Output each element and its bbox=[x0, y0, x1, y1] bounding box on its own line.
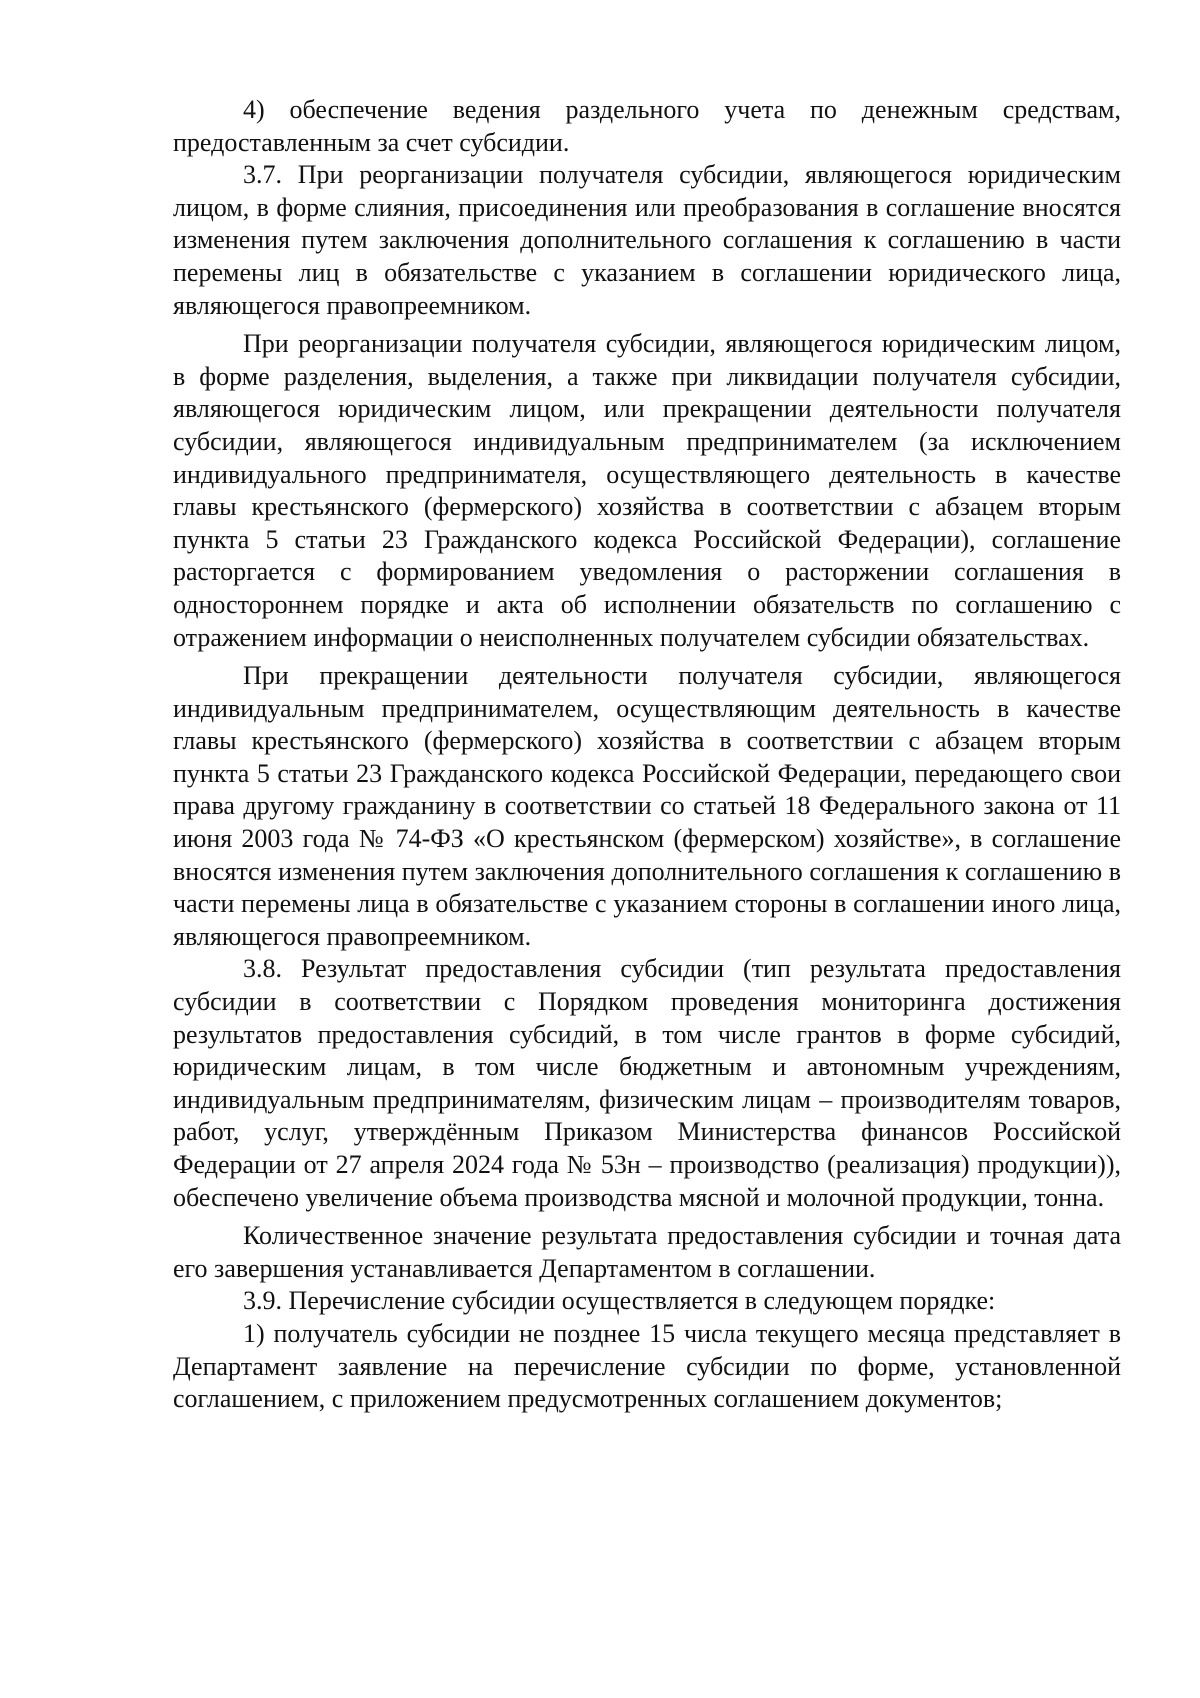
paragraph-3-9: 3.9. Перечисление субсидии осуществляется в следующем порядке: bbox=[243, 1286, 996, 1316]
paragraph-3-8: 3.8. Результат предоставления субсидии (тип результата предоставления субсидии в соответствии с Порядком проведения мониторинга достижения результатов предоставления субсидий, в том числе грантов в форме субсидий, юридическим лицам, в том числе бюджетным и автономным учреждениям, индивидуальным предпринимателям, физическим лицам – производителям товаров, работ, услуг, утверждённым Приказом Министерства финансов Российской Федерации от 27 апреля 2024 года № 53н – производство (реализация) продукции)), обеспечено увеличение объема производства мясной и молочной продукции, тонна. bbox=[173, 954, 1121, 1212]
paragraph-item-4: 4) обеспечение ведения раздельного учета по денежным средствам, предоставленным за счет субсидии. bbox=[173, 95, 1121, 157]
document-page bbox=[173, 94, 1121, 1416]
paragraph-farm-head-termination: При прекращении деятельности получателя субсидии, являющегося индивидуальным предпринимателем, осуществляющим деятельность в качестве главы крестьянского (фермерского) хозяйства в соответствии с абзацем вторым пункта 5 статьи 23 Гражданского кодекса Российской Федерации, передающего свои права другому гражданину в соответствии со статьей 18 Федерального закона от 11 июня 2003 года № 74-ФЗ «О крестьянском (фермерском) хозяйстве», в соглашение вносятся изменения путем заключения дополнительного соглашения к соглашению в части перемены лица в обязательстве с указанием стороны в соглашении иного лица, являющегося правопреемником. bbox=[173, 661, 1121, 951]
paragraph-reorganization-division: При реорганизации получателя субсидии, являющегося юридическим лицом, в форме разделения, выделения, а также при ликвидации получателя субсидии, являющегося юридическим лицом, или прекращении деятельности получателя субсидии, являющегося индивидуальным предпринимателем (за исключением индивидуального предпринимателя, осуществляющего деятельность в качестве главы крестьянского (фермерского) хозяйства в соответствии с абзацем вторым пункта 5 статьи 23 Гражданского кодекса Российской Федерации), соглашение расторгается с формированием уведомления о расторжении соглашения в одностороннем порядке и акта об исполнении обязательств по соглашению с отражением информации о неисполненных получателем субсидии обязательствах. bbox=[173, 329, 1121, 652]
paragraph-result-value: Количественное значение результата предоставления субсидии и точная дата его завершения устанавливается Департаментом в соглашении. bbox=[173, 1221, 1121, 1283]
paragraph-item-1: 1) получатель субсидии не позднее 15 числа текущего месяца представляет в Департамент заявление на перечисление субсидии по форме, установленной соглашением, с приложением предусмотренных соглашением документов; bbox=[173, 1318, 1121, 1414]
paragraph-3-7: 3.7. При реорганизации получателя субсидии, являющегося юридическим лицом, в форме слияния, присоединения или преобразования в соглашение вносятся изменения путем заключения дополнительного соглашения к соглашению в части перемены лиц в обязательстве с указанием в соглашении юридического лица, являющегося правопреемником. bbox=[173, 160, 1121, 320]
